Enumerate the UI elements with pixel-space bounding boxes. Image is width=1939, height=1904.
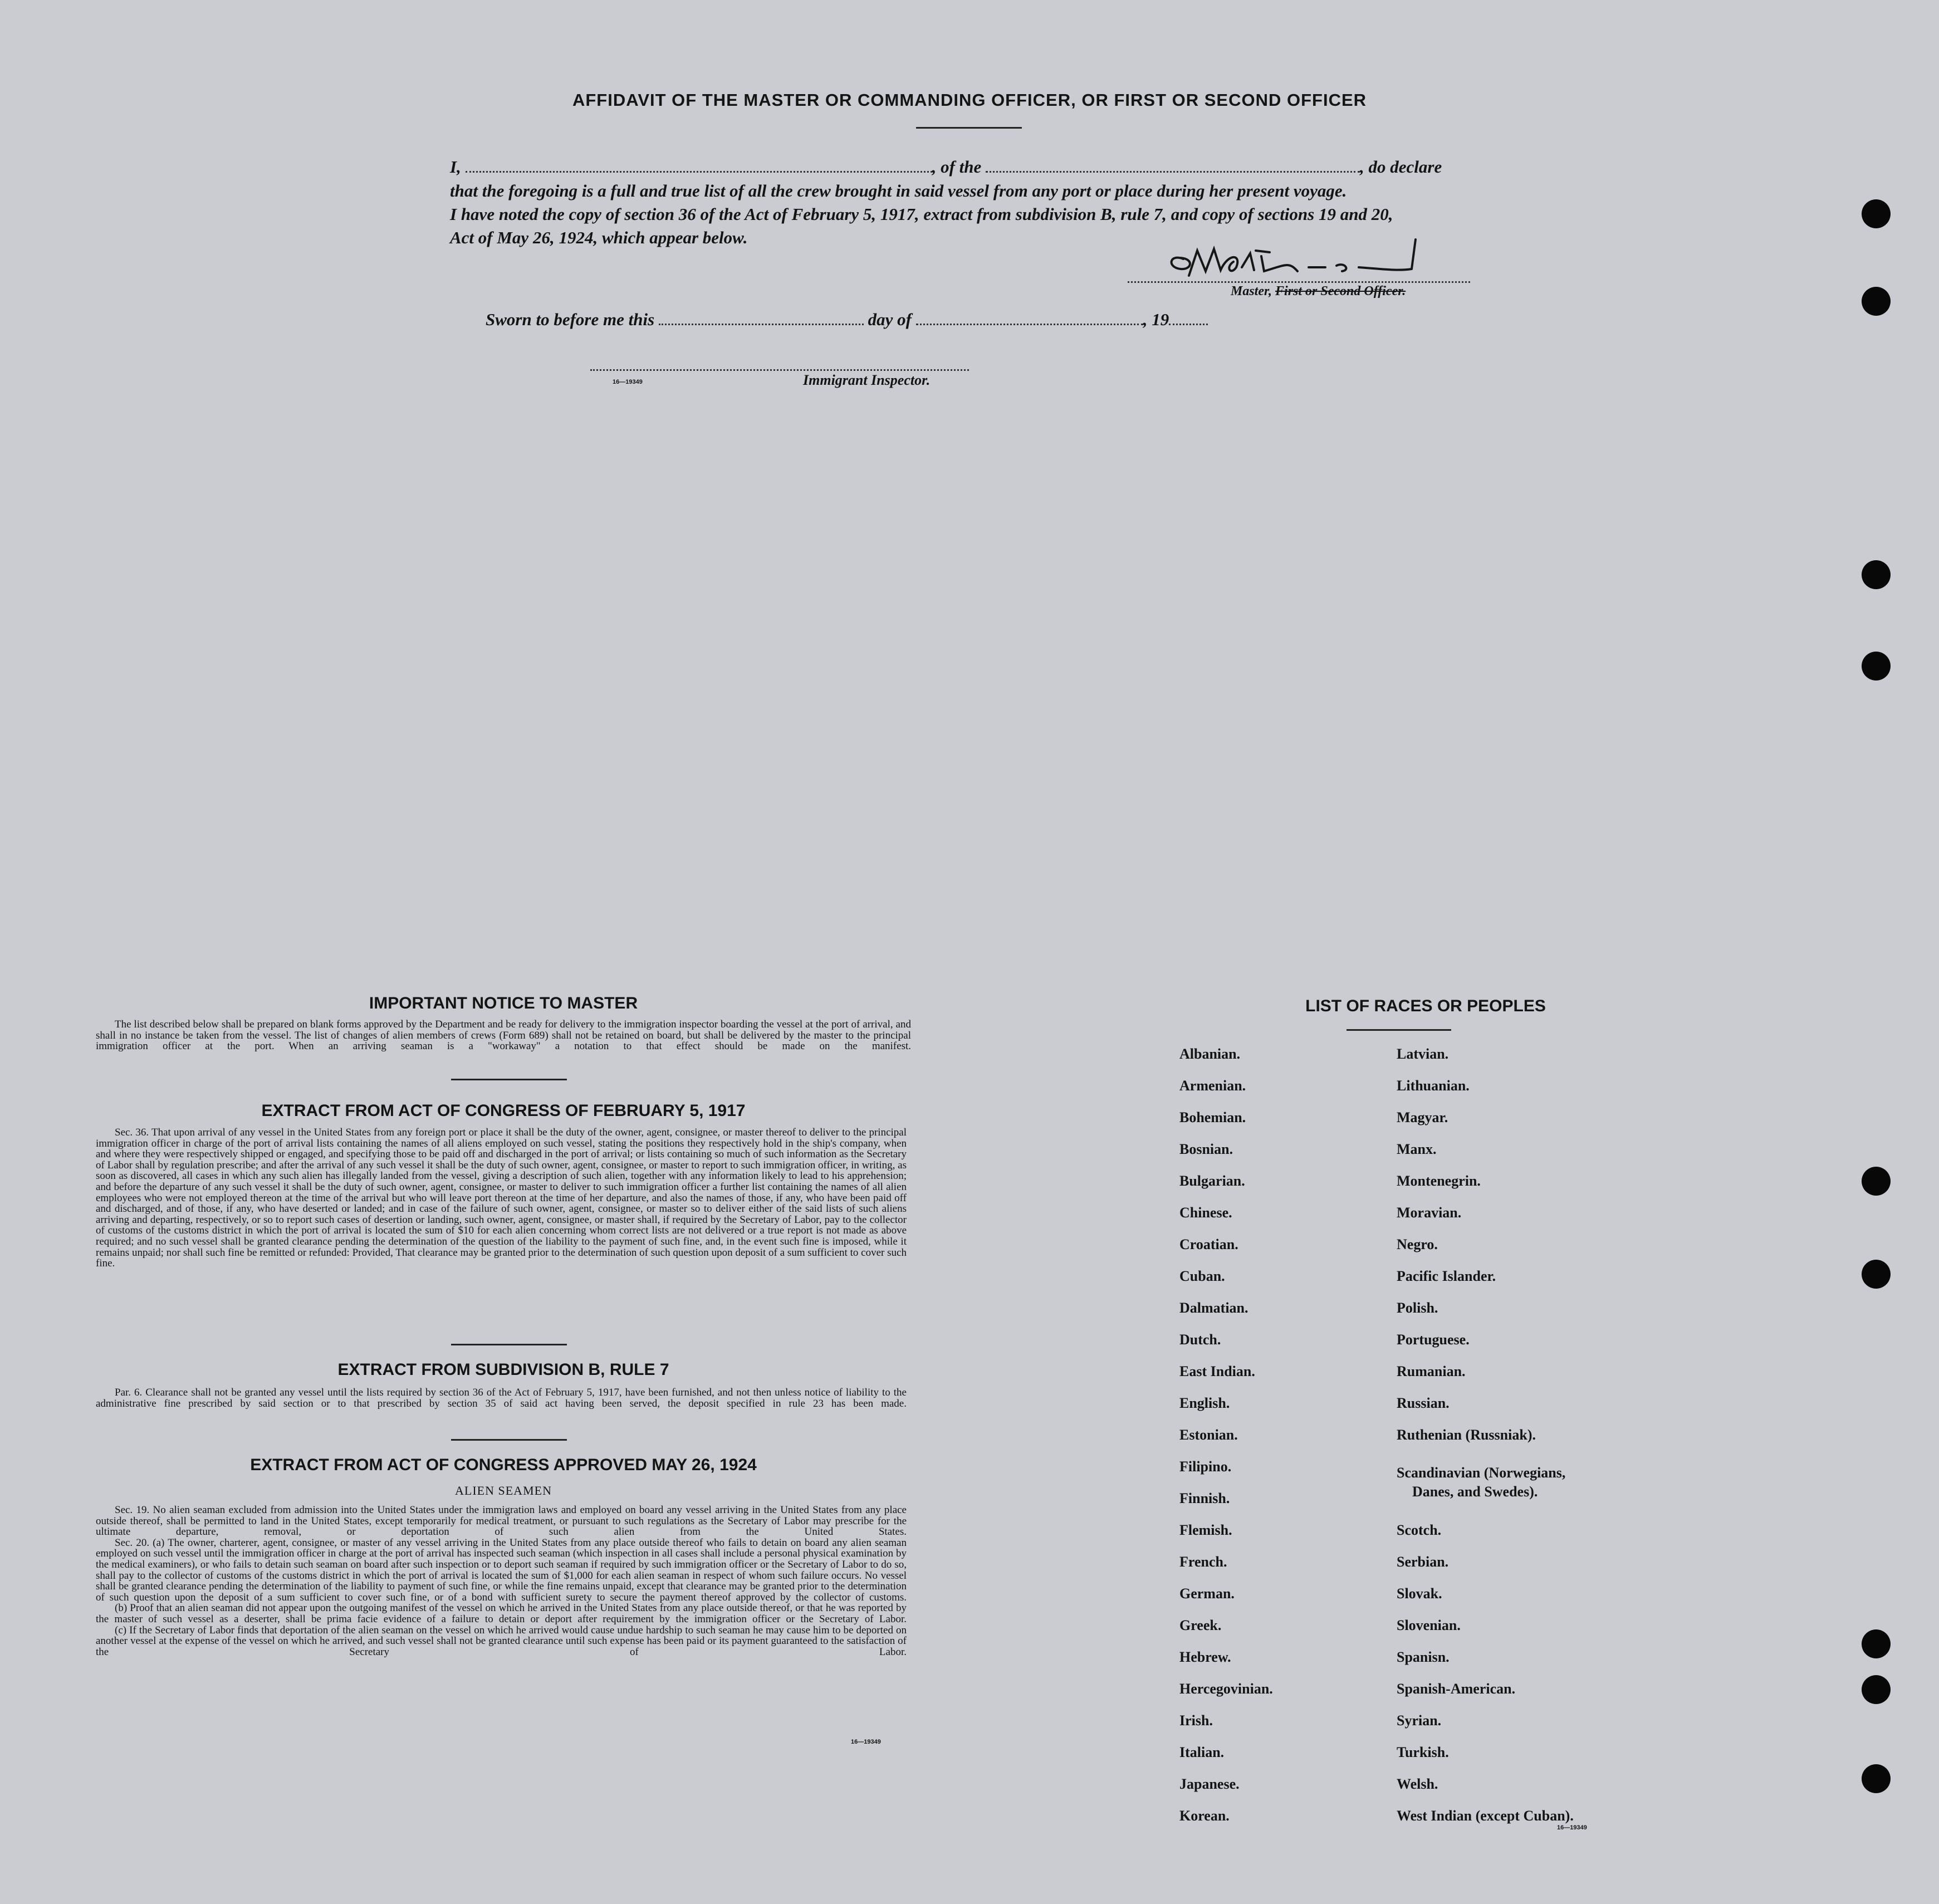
- alien-seamen-subtitle: ALIEN SEAMEN: [455, 1484, 552, 1497]
- declare-suffix: , do declare: [1360, 157, 1442, 177]
- race-item: Bohemian.: [1179, 1109, 1246, 1125]
- extract-1917-title: EXTRACT FROM ACT OF CONGRESS OF FEBRUARY 5, 1917: [261, 1102, 746, 1120]
- sworn-prefix: Sworn to before me this: [486, 310, 655, 329]
- affidavit-line-4: Act of May 26, 1924, which appear below.: [450, 228, 748, 247]
- race-item: Turkish.: [1397, 1744, 1449, 1760]
- race-item: Slovenian.: [1397, 1617, 1461, 1633]
- extract-rule7-text: [96, 1387, 907, 1409]
- race-item: Latvian.: [1397, 1046, 1449, 1062]
- race-item: Filipino.: [1179, 1458, 1232, 1475]
- race-item: Albanian.: [1179, 1046, 1241, 1062]
- race-item: Chinese.: [1179, 1205, 1232, 1221]
- sworn-line: [486, 310, 1208, 330]
- master-label: Master,: [1231, 284, 1272, 298]
- race-item: Flemish.: [1179, 1522, 1232, 1538]
- race-item: Hebrew.: [1179, 1649, 1231, 1665]
- race-item: French.: [1179, 1554, 1227, 1570]
- affidavit-line-3: I have noted the copy of section 36 of the Act of February 5, 1917, extract from subdivision B, rule 7, and copy of sections 19 and 20,: [450, 204, 1393, 224]
- inspector-label: Immigrant Inspector.: [803, 372, 931, 388]
- sworn-year-blank[interactable]: [1169, 320, 1208, 325]
- race-item: Spanish-American.: [1397, 1681, 1516, 1697]
- race-item: Welsh.: [1397, 1776, 1438, 1792]
- race-item: Portuguese.: [1397, 1332, 1470, 1348]
- race-item: Danes, and Swedes).: [1412, 1484, 1538, 1500]
- race-item: Korean.: [1179, 1808, 1230, 1824]
- sworn-year-prefix: , 19: [1143, 310, 1169, 329]
- race-item: Bulgarian.: [1179, 1173, 1245, 1189]
- race-item: German.: [1179, 1585, 1235, 1602]
- affidavit-form-number: 16—19349: [613, 379, 643, 385]
- race-item: West Indian (except Cuban).: [1397, 1808, 1574, 1824]
- section-divider: [451, 1344, 567, 1345]
- vessel-prefix: , of the: [932, 157, 982, 177]
- binder-hole: [1862, 560, 1891, 589]
- sworn-day-of: day of: [868, 310, 912, 329]
- section-19-paragraph: Sec. 19. No alien seaman excluded from admission into the United States under the immigration laws and employed on board any vessel arriving in the United States from any place outside thereof, shall be permitted to land in the United States, except temporarily for medical treatment, or pursuant to such regulations as the Secretary of Labor may prescribe for the ultimate departure, removal, or deportation of such alien from the United States.: [96, 1504, 907, 1538]
- races-form-number: 16—19349: [1557, 1824, 1587, 1831]
- race-item: Scandinavian (Norwegians,: [1397, 1465, 1566, 1481]
- race-item: Cuban.: [1179, 1268, 1225, 1284]
- race-item: Finnish.: [1179, 1490, 1230, 1506]
- race-item: Estonian.: [1179, 1427, 1238, 1443]
- signature-caption: [1231, 284, 1406, 299]
- race-item: Lithuanian.: [1397, 1078, 1470, 1094]
- vessel-name-blank[interactable]: [986, 168, 1360, 173]
- binder-hole: [1862, 652, 1891, 681]
- affidavit-line-2: that the foregoing is a full and true list of all the crew brought in said vessel from any port or place during her present voyage.: [450, 181, 1347, 200]
- race-item: Magyar.: [1397, 1109, 1448, 1125]
- race-item: Manx.: [1397, 1141, 1437, 1157]
- extract-rule7-title: EXTRACT FROM SUBDIVISION B, RULE 7: [337, 1360, 669, 1379]
- extract-1924-text: [96, 1505, 907, 1657]
- races-title: LIST OF RACES OR PEOPLES: [1305, 997, 1546, 1015]
- section-divider: [451, 1079, 567, 1080]
- race-item: Rumanian.: [1397, 1363, 1466, 1379]
- binder-hole: [1862, 1764, 1891, 1793]
- declarant-prefix: I,: [450, 157, 461, 177]
- notice-title: IMPORTANT NOTICE TO MASTER: [369, 994, 638, 1012]
- race-item: English.: [1179, 1395, 1230, 1411]
- title-divider: [916, 127, 1022, 129]
- race-item: East Indian.: [1179, 1363, 1255, 1379]
- rule7-paragraph: Par. 6. Clearance shall not be granted any vessel until the lists required by section 36 of the Act of February 5, 1917, have been furnished, and not then unless notice of liability to the administrative fine prescribed by said section or to that prescribed by section 35 of said act having been served, the deposit specified in rule 23 has been made.: [96, 1387, 907, 1409]
- extract-1924-title: EXTRACT FROM ACT OF CONGRESS APPROVED MAY 26, 1924: [250, 1456, 757, 1474]
- race-item: Slovak.: [1397, 1585, 1442, 1602]
- section-20b-paragraph: (b) Proof that an alien seaman did not appear upon the outgoing manifest of the vessel on which he arrived in the United States from any place outside thereof, or that he was reported by the master of such vessel as a deserter, shall be prima facie evidence of a failure to detain or deport after requirement by the immigration officer or the Secretary of Labor.: [96, 1602, 907, 1625]
- race-item: Pacific Islander.: [1397, 1268, 1496, 1284]
- binder-hole: [1862, 1629, 1891, 1658]
- struck-officer-label: First or Second Officer.: [1275, 284, 1406, 298]
- race-item: Ruthenian (Russniak).: [1397, 1427, 1536, 1443]
- section-20a-paragraph: Sec. 20. (a) The owner, charterer, agent, consignee, or master of any vessel arriving in the United States from any place outside thereof who fails to detain on board any alien seaman employed on such vessel until the immigration officer in charge at the port of arrival has inspected such seaman (which inspection in all cases shall include a personal physical examination by the medical examiners), or who fails to detain such seaman on board after such inspection or to deport such seaman if required by such immigration officer or the Secretary of Labor to do so, shall pay to the collector of customs of the customs district in which the port of arrival is located the sum of $1,000 for each alien seaman in respect of whom such failure occurs. No vessel shall be granted clearance pending the determination of the liability to payment of such fine, or while the fine remains unpaid, except that clearance may be granted prior to the determination of such question upon the deposit of a sum sufficient to cover such fine, or of a bond with sufficient surety to secure the payment thereof approved by the collector of customs.: [96, 1536, 907, 1603]
- races-title-divider: [1346, 1029, 1451, 1031]
- race-item: Armenian.: [1179, 1078, 1246, 1094]
- notice-text: [96, 1019, 911, 1052]
- section-divider: [451, 1439, 567, 1441]
- race-item: Montenegrin.: [1397, 1173, 1481, 1189]
- inspector-signature-line[interactable]: [590, 369, 969, 371]
- signature-line[interactable]: [1128, 281, 1470, 283]
- declarant-name-blank[interactable]: [466, 168, 932, 173]
- race-item: Japanese.: [1179, 1776, 1240, 1792]
- race-item: Dalmatian.: [1179, 1300, 1248, 1316]
- affidavit-line-1: [450, 157, 1442, 177]
- race-item: Irish.: [1179, 1712, 1213, 1729]
- race-item: Serbian.: [1397, 1554, 1449, 1570]
- race-item: Dutch.: [1179, 1332, 1221, 1348]
- race-item: Italian.: [1179, 1744, 1225, 1760]
- affidavit-title: AFFIDAVIT OF THE MASTER OR COMMANDING OFFICER, OR FIRST OR SECOND OFFICER: [572, 90, 1367, 110]
- extract-1917-text: [96, 1127, 907, 1269]
- race-item: Syrian.: [1397, 1712, 1442, 1729]
- race-item: Spanisn.: [1397, 1649, 1450, 1665]
- race-item: Hercegovinian.: [1179, 1681, 1273, 1697]
- binder-hole: [1862, 199, 1891, 228]
- binder-hole: [1862, 1675, 1891, 1704]
- section-20c-paragraph: (c) If the Secretary of Labor finds that deportation of the alien seaman on the vessel on which he arrived would cause undue hardship to such seaman he may cause him to be deported on another vessel at the expense of the vessel on which he arrived, and such vessel shall not be granted clearance until such expense has been paid or its payment guaranteed to the satisfaction of the Secretary of Labor.: [96, 1624, 907, 1658]
- sworn-day-blank[interactable]: [659, 320, 864, 325]
- binder-hole: [1862, 1167, 1891, 1196]
- race-item: Negro.: [1397, 1236, 1438, 1252]
- section-36-paragraph: Sec. 36. That upon arrival of any vessel in the United States from any foreign port or place it shall be the duty of the owner, agent, consignee, or master thereof to deliver to the principal immigration officer in charge of the port of arrival lists containing the names of all aliens employed on such vessel, stating the positions they respectively hold in the ship's company, when and where they were respectively shipped or engaged, and specifying those to be paid off and discharged in the port of arrival; or lists containing so much of such information as the Secretary of Labor shall by regulation prescribe; and after the arrival of any such vessel it shall be the duty of such owner, agent, consignee, or master to report to such immigration officer, in writing, as soon as discovered, all cases in which any such alien has illegally landed from the vessel, giving a description of such alien, together with any information likely to lead to his apprehension; and before the departure of any such vessel it shall be the duty of such owner, agent, consignee, or master to deliver to such immigration officer a further list containing the names of all alien employees who were not employed thereon at the time of the arrival but who will leave port thereon at the time of her departure, and also the names of those, if any, who have been paid off and discharged, and of those, if any, who have deserted or landed; and in case of the failure of such owner, agent, consignee, or master so to deliver either of the said lists of such aliens arriving and departing, respectively, or so to report such cases of desertion or landing, such owner, agent, consignee, or master shall, if required by the Secretary of Labor, pay to the collector of customs of the customs district in which the port of arrival is located the sum of $10 for each alien concerning whom correct lists are not delivered or a true report is not made as above required; and no such vessel shall be granted clearance pending the determination of the question of the liability to the payment of such fine, and, in the event such fine is imposed, while it remains unpaid; nor shall such fine be remitted or refunded: Provided, That clearance may be granted prior to the determination of such question upon deposit of a sum sufficient to cover such fine.: [96, 1127, 907, 1270]
- race-item: Bosnian.: [1179, 1141, 1233, 1157]
- master-signature: [1158, 237, 1448, 287]
- sworn-month-blank[interactable]: [916, 320, 1143, 325]
- binder-hole: [1862, 1260, 1891, 1289]
- race-item: Polish.: [1397, 1300, 1438, 1316]
- race-item: Greek.: [1179, 1617, 1222, 1633]
- race-item: Russian.: [1397, 1395, 1450, 1411]
- race-item: Croatian.: [1179, 1236, 1238, 1252]
- race-item: Scotch.: [1397, 1522, 1442, 1538]
- extract-form-number: 16—19349: [851, 1739, 881, 1745]
- race-item: Moravian.: [1397, 1205, 1462, 1221]
- binder-hole: [1862, 287, 1891, 316]
- notice-paragraph: The list described below shall be prepared on blank forms approved by the Department and be ready for delivery to the immigration inspector boarding the vessel at the port of arrival, and shall in no instance be taken from the vessel. The list of changes of alien members of crews (Form 689) shall not be retained on board, but shall be delivered by the master to the principal immigration officer at the port. When an arriving seaman is a "workaway" a notation to that effect should be made on the manifest.: [96, 1019, 911, 1053]
